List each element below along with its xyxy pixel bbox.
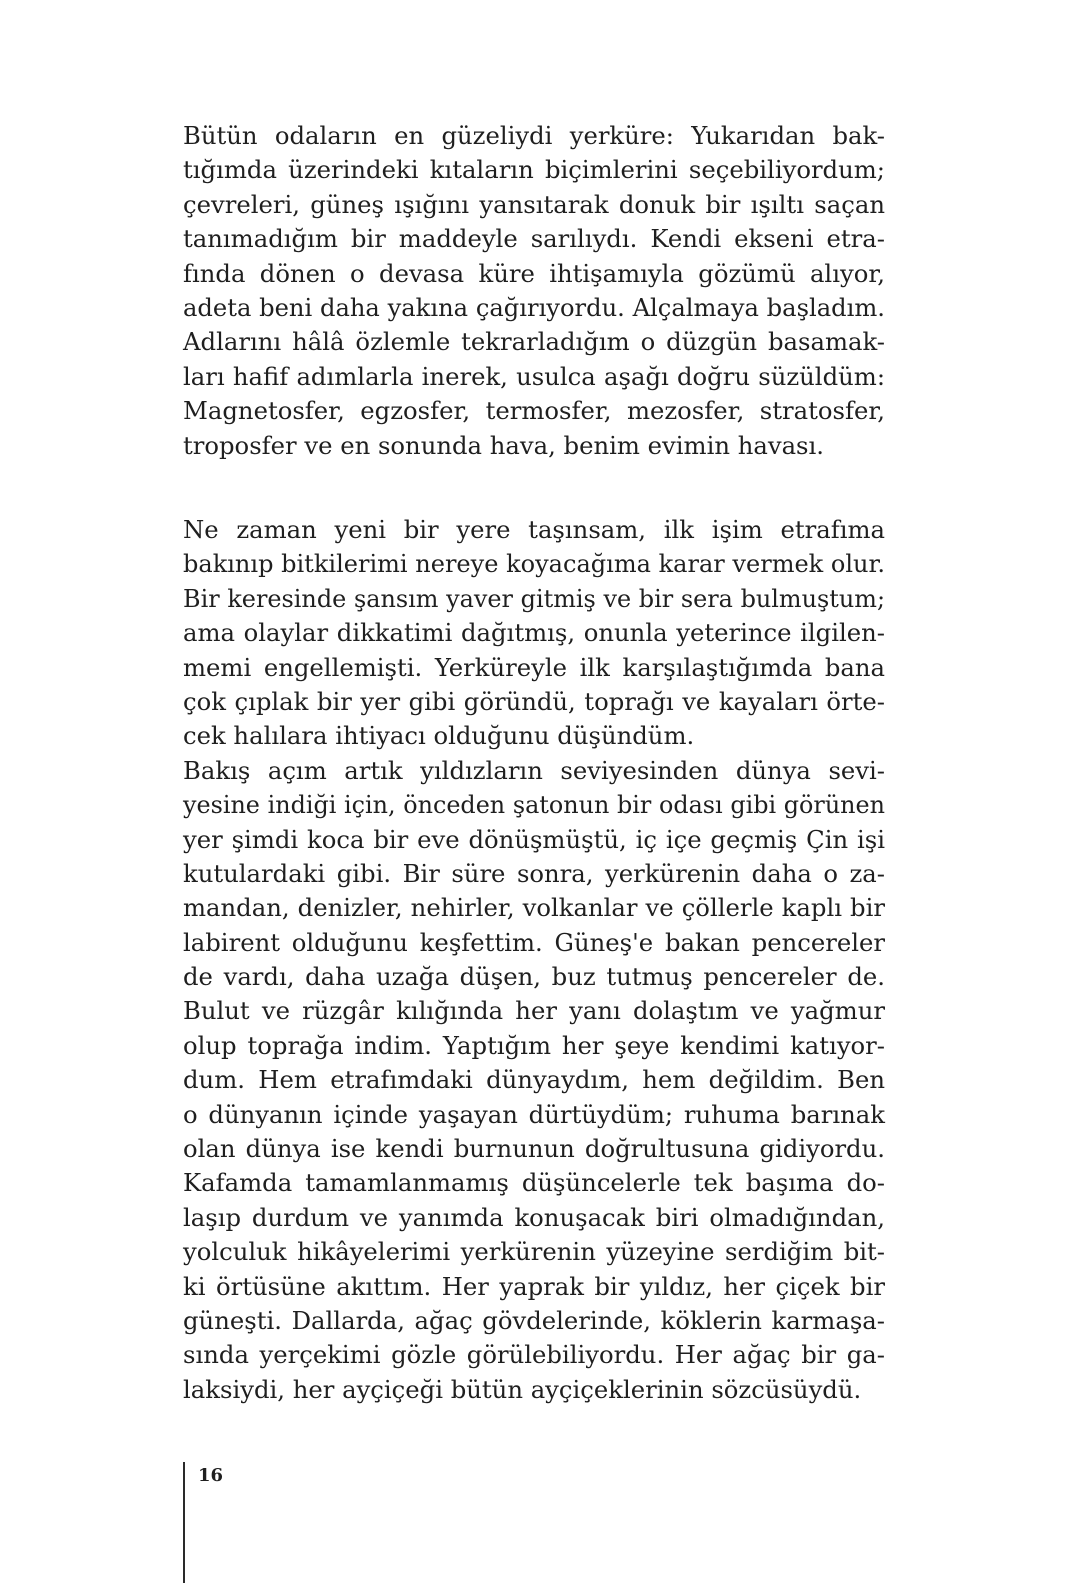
- text-line: dum. Hem etrafımdaki dünyaydım, hem değildim. Ben: [183, 1065, 885, 1095]
- text-line: yesine indiği için, önceden şatonun bir odası gibi görünen: [183, 791, 885, 820]
- text-line: laksiydi, her ayçiçeği bütün ayçiçeklerinin sözcüsüydü.: [183, 1374, 862, 1404]
- text-line: yer şimdi koca bir eve dönüşmüştü, iç içe geçmiş Çin işi: [183, 824, 885, 854]
- text-line: fında dönen o devasa küre ihtişamıyla gözümü alıyor,: [183, 258, 885, 288]
- text-line: cek halılara ihtiyacı olduğunu düşündüm.: [183, 721, 695, 751]
- text-line: Bulut ve rüzgâr kılığında her yanı dolaştım ve yağmur: [183, 996, 885, 1026]
- text-line: çevreleri, güneş ışığını yansıtarak donuk bir ışıltı saçan: [183, 189, 885, 219]
- text-line: bakınıp bitkilerimi nereye koyacağıma karar vermek olur.: [183, 550, 885, 579]
- text-line: çok çıplak bir yer gibi göründü, toprağı ve kayaları örte-: [183, 686, 885, 716]
- text-line: tanımadığım bir maddeyle sarılıydı. Kendi ekseni etra-: [183, 224, 885, 254]
- text-line: olan dünya ise kendi burnunun doğrultusuna gidiyordu.: [183, 1134, 885, 1164]
- text-line: Ne zaman yeni bir yere taşınsam, ilk işim etrafıma: [183, 515, 885, 544]
- text-line: yolculuk hikâyelerimi yerkürenin yüzeyine serdiğim bit-: [183, 1237, 885, 1267]
- text-line: ama olaylar dikkatimi dağıtmış, onunla yeterince ilgilen-: [183, 618, 885, 648]
- text-line: Kafamda tamamlanmamış düşüncelerle tek başıma do-: [183, 1168, 885, 1198]
- text-line: troposfer ve en sonunda hava, benim evimin havası.: [183, 430, 825, 460]
- text-line: Bütün odaların en güzeliydi yerküre: Yukarıdan bak-: [183, 121, 885, 150]
- text-line: ları hafif adımlarla inerek, usulca aşağı doğru süzüldüm:: [183, 361, 885, 391]
- text-line: mandan, denizler, nehirler, volkanlar ve çöllerle kaplı bir: [183, 893, 885, 923]
- text-line: olup toprağa indim. Yaptığım her şeye kendimi katıyor-: [183, 1030, 885, 1060]
- text-line: o dünyanın içinde yaşayan dürtüydüm; ruhuma barınak: [183, 1099, 885, 1129]
- paragraph-2: [183, 513, 885, 1407]
- page-margin-rule: [183, 1462, 185, 1583]
- paragraph-1: [183, 119, 885, 463]
- text-line: adeta beni daha yakına çağırıyordu. Alçalmaya başladım.: [183, 293, 885, 322]
- page-number: 16: [198, 1465, 224, 1486]
- text-line: kutulardaki gibi. Bir süre sonra, yerkürenin daha o za-: [183, 858, 885, 888]
- text-line: Bir keresinde şansım yaver gitmiş ve bir sera bulmuştum;: [183, 584, 885, 613]
- text-line: laşıp durdum ve yanımda konuşacak biri olmadığından,: [183, 1202, 885, 1232]
- text-line: Bakış açım artık yıldızların seviyesinden dünya sevi-: [183, 755, 885, 785]
- text-line: sında yerçekimi gözle görülebiliyordu. Her ağaç bir ga-: [183, 1340, 885, 1370]
- text-line: memi engellemişti. Yerküreyle ilk karşılaştığımda bana: [183, 652, 885, 682]
- text-line: labirent olduğunu keşfettim. Güneş'e bakan pencereler: [183, 927, 885, 957]
- text-line: güneşti. Dallarda, ağaç gövdelerinde, köklerin karmaşa-: [183, 1305, 885, 1335]
- text-line: de vardı, daha uzağa düşen, buz tutmuş pencereler de.: [183, 962, 885, 992]
- text-line: Adlarını hâlâ özlemle tekrarladığım o düzgün basamak-: [183, 327, 885, 357]
- text-line: tığımda üzerindeki kıtaların biçimlerini seçebiliyordum;: [183, 155, 885, 185]
- text-line: Magnetosfer, egzosfer, termosfer, mezosfer, stratosfer,: [183, 396, 885, 426]
- text-line: ki örtüsüne akıttım. Her yaprak bir yıldız, her çiçek bir: [183, 1271, 885, 1301]
